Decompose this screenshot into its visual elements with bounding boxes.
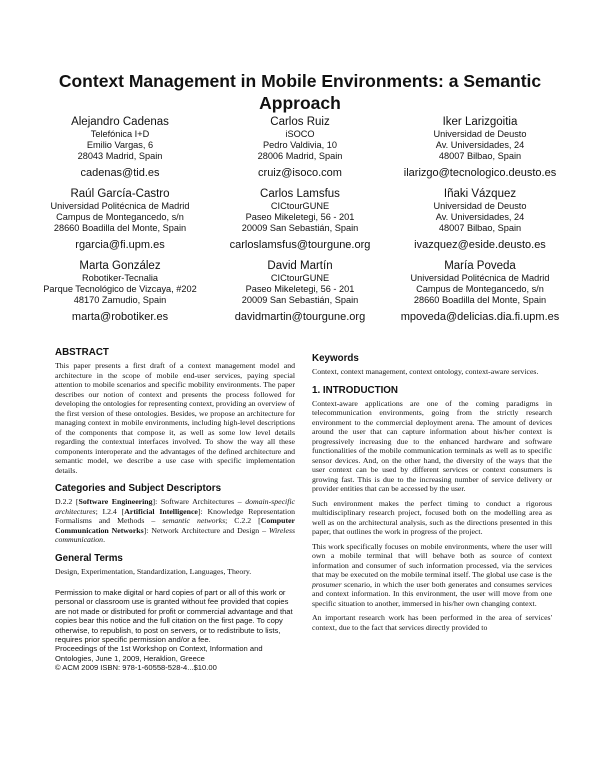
author-email[interactable]: marta@robotiker.es	[71, 311, 169, 323]
author-city: 28660 Boadilla del Monte, Spain	[413, 295, 547, 305]
author-email[interactable]: carloslamsfus@tourgune.org	[229, 239, 371, 251]
author-city: 20009 San Sebastián, Spain	[241, 295, 359, 305]
author-address: Emilio Vargas, 6	[86, 140, 154, 150]
categories-text: D.2.2 [Software Engineering]: Software Architectures – domain-specific architectures; I.2.4 [Artificial Intelligence]: Knowledge Representation Formalisms and Methods – semantic networks; C.2.2 [Computer Communication Networks]: Network Architecture and Design – Wireless communication.	[55, 497, 296, 544]
author-name: David Martín	[267, 260, 333, 272]
abstract-text: This paper presents a first draft of a context management model and architecture in the scope of mobile end-user services, paying special attention to mobile scenarios and specific mobility environments. The paper describes our notion of context and presents the process followed for developing the ontologies for representing context, providing an overview of the first version of these ontologies. Besides, we propose an architecture for managing context in mobile environments, including high-level descriptions of the components that compose it, as well as some low level details regarding the contextual interfaces involved. To show the way all these components interoperate and the advantages of the defined architecture and semantic model, we describe a use case with specific implementation details.	[55, 361, 295, 475]
author-affiliation: Universidad de Deusto	[433, 129, 527, 139]
author-affiliation: Universidad de Deusto	[433, 201, 527, 211]
author-address: Av. Universidades, 24	[435, 140, 525, 150]
author-city: 48007 Bilbao, Spain	[438, 151, 522, 161]
author-email[interactable]: cruiz@isoco.com	[258, 167, 342, 179]
paper-title: Context Management in Mobile Environments: a Semantic Approach	[58, 71, 542, 113]
author-email[interactable]: ivazquez@eside.deusto.es	[414, 239, 546, 251]
author-address: Av. Universidades, 24	[435, 212, 525, 222]
author-email[interactable]: rgarcia@fi.upm.es	[75, 239, 165, 251]
keywords-heading: Keywords	[312, 353, 359, 364]
introduction-heading: 1. INTRODUCTION	[312, 384, 398, 396]
copyright-line: © ACM 2009 ISBN: 978-1-60558-528-4...$10.00	[55, 663, 217, 673]
intro-paragraph: Context-aware applications are one of the coming paradigms in telecommunication environments, going from the strictly research environment to the commercial deployment arena. The amount of devices around the user that can capture information about his/her context is progressively increasing due to the enhanced hardware and software functionalities of the mobile communication terminals as well as to specific sensor devices. And, on the other hand, the diversity of the ways that the user context can be used by different services or context consumers is growing fast. This is due to the increasing number of service delivery or provider entities that can be accessed by the user.	[312, 398, 552, 493]
author-block	[30, 259, 210, 324]
author-city: 28660 Boadilla del Monte, Spain	[53, 223, 187, 233]
author-city: 28043 Madrid, Spain	[77, 151, 163, 161]
author-email[interactable]: cadenas@tid.es	[80, 167, 160, 179]
author-affiliation: Universidad Politécnica de Madrid	[50, 201, 190, 211]
author-affiliation: Robotiker-Tecnalia	[81, 273, 159, 283]
proceedings-line: Proceedings of the 1st Workshop on Context, Information and Ontologies, June 1, 2009, Heraklion, Greece	[55, 644, 263, 663]
right-column	[312, 353, 552, 637]
author-block	[390, 259, 570, 324]
author-city: 48170 Zamudio, Spain	[73, 295, 167, 305]
intro-paragraph: An important research work has been performed in the area of services' context, due to the fact that services directly provided to	[312, 613, 552, 632]
author-affiliation: iSOCO	[285, 129, 315, 139]
author-affiliation: CICtourGUNE	[270, 273, 330, 283]
intro-paragraph: This work specifically focuses on mobile environments, where the user will own a mobile terminal that will behave both as source of context information and consumer of such information processed, via the services that may be executed on the mobile terminal itself. The global use case is the prosumer scenario, in which the user both generates and consumes services and context information. In this environment, the user will move from one specific situation to another, immersed in his/her own changing context.	[312, 541, 552, 608]
author-name: Carlos Ruiz	[270, 116, 330, 128]
author-block	[210, 115, 390, 180]
general-terms-heading: General Terms	[55, 552, 123, 564]
general-terms-text: Design, Experimentation, Standardization, Languages, Theory.	[55, 566, 252, 576]
author-address: Campus de Montegancedo, s/n	[416, 284, 544, 294]
intro-paragraph: Such environment makes the perfect timing to conduct a rigorous multidisciplinary research project, focused both on the modelling area as well as on the architectural analysis, such as the directions presented in this paper, that outlines the work in progress of the project.	[312, 498, 552, 536]
author-block	[30, 187, 210, 252]
author-city: 28006 Madrid, Spain	[257, 151, 343, 161]
author-email[interactable]: mpoveda@delicias.dia.fi.upm.es	[400, 311, 560, 323]
author-name: María Poveda	[444, 260, 516, 272]
author-name: Carlos Lamsfus	[260, 188, 340, 200]
author-address: Paseo Mikeletegi, 56 - 201	[245, 284, 355, 294]
author-address: Paseo Mikeletegi, 56 - 201	[245, 212, 355, 222]
keywords-text: Context, context management, context ontology, context-aware services.	[312, 367, 539, 376]
author-email[interactable]: ilarizgo@tecnologico.deusto.es	[403, 167, 557, 179]
author-email[interactable]: davidmartin@tourgune.org	[234, 311, 366, 323]
author-block	[30, 115, 210, 180]
author-block	[390, 115, 570, 180]
author-affiliation: Universidad Politécnica de Madrid	[410, 273, 550, 283]
author-block	[210, 187, 390, 252]
author-affiliation: CICtourGUNE	[270, 201, 330, 211]
author-block	[390, 187, 570, 252]
permission-block	[55, 588, 295, 673]
author-city: 48007 Bilbao, Spain	[438, 223, 522, 233]
author-address: Parque Tecnológico de Vizcaya, #202	[43, 284, 197, 294]
author-city: 20009 San Sebastián, Spain	[241, 223, 359, 233]
permission-notice: Permission to make digital or hard copies of part or all of this work or personal or classroom use is granted without fee provided that copies are not made or distributed for profit or commercial advantage and that copies bear this notice and the full citation on the first page. To copy otherwise, to republish, to post on servers, or to redistribute to lists, requires prior specific permission and/or a fee.	[55, 588, 293, 645]
author-address: Pedro Valdivia, 10	[263, 140, 337, 150]
author-name: Marta González	[79, 260, 161, 272]
author-block	[210, 259, 390, 324]
author-name: Raúl García-Castro	[70, 188, 170, 200]
left-column	[55, 347, 295, 673]
author-address: Campus de Montegancedo, s/n	[56, 212, 184, 222]
author-affiliation: Telefónica I+D	[90, 129, 150, 139]
categories-heading: Categories and Subject Descriptors	[55, 483, 222, 494]
author-name: Iker Larizgoitia	[442, 116, 518, 128]
author-name: Iñaki Vázquez	[443, 188, 517, 200]
author-name: Alejandro Cadenas	[71, 116, 169, 128]
abstract-heading: ABSTRACT	[55, 347, 109, 358]
